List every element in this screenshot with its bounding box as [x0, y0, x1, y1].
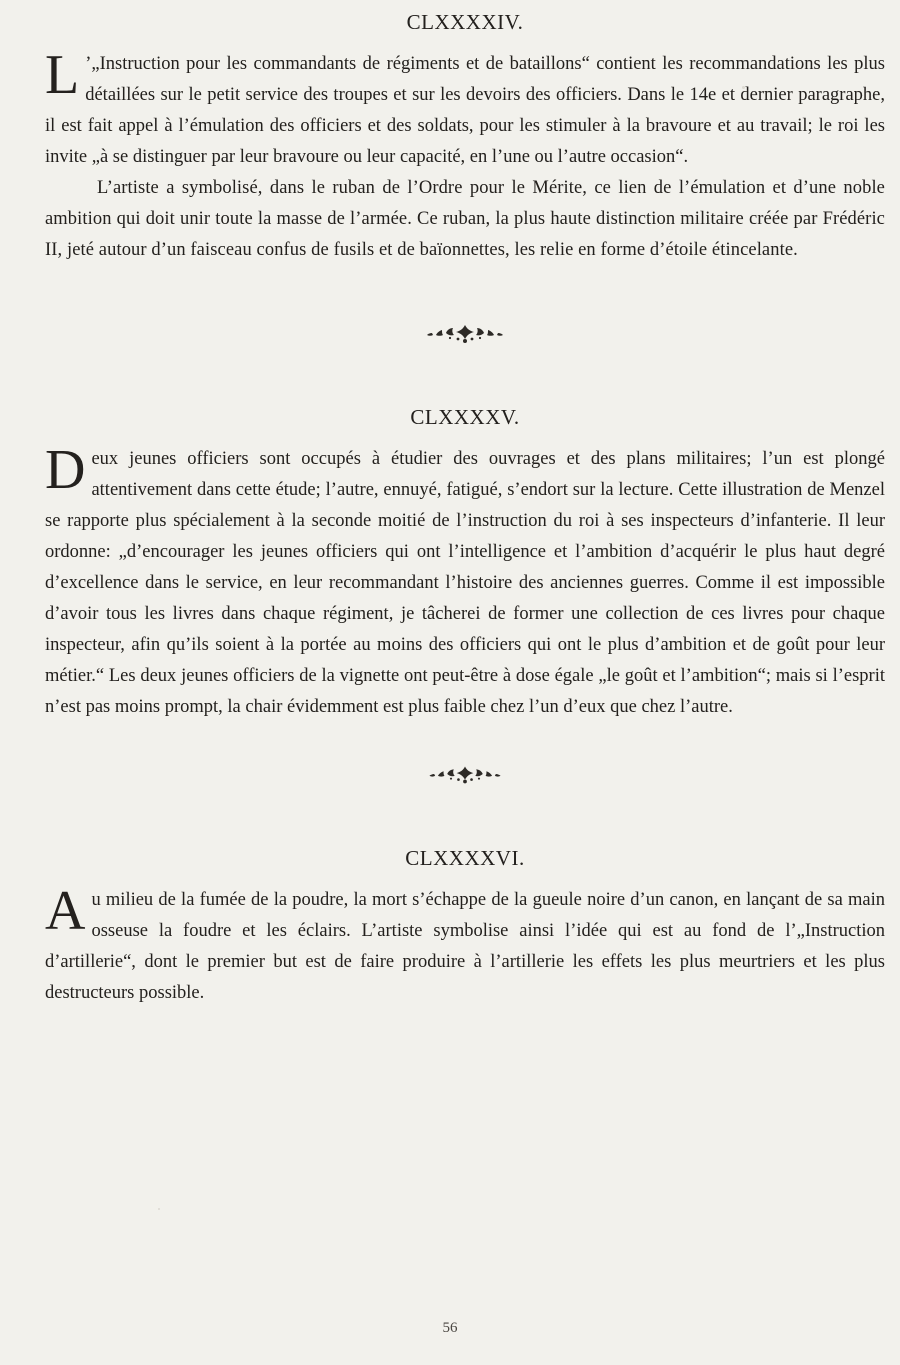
section-number: CLXXXXV.	[410, 405, 520, 429]
paragraph-text: ’„Instruction pour les commandants de régiments et de bataillons“ contient les recommandations les plus détaillées sur le petit service des troupes et sur les devoirs des officiers. Dans le 14e et dernier paragraphe, il est fait appel à l’émulation des officiers et des soldats, pour les stimuler à la bravoure et au travail; le roi les invite „à se distinguer par leur bravoure ou leur capacité, en l’une ou l’autre occasion“.	[45, 54, 885, 167]
paragraph-text: L’artiste a symbolisé, dans le ruban de l’Ordre pour le Mérite, ce lien de l’émulation et d’une noble ambition qui doit unir toute la masse de l’armée. Ce ruban, la plus haute distinction militaire créée par Frédéric II, jeté autour d’un faisceau confus de fusils et de baïonnettes, les relie en forme d’étoile étincelante.	[45, 178, 885, 260]
paragraph-text: eux jeunes officiers sont occupés à étudier des ouvrages et des plans militaires; l’un est plongé attentivement dans cette étude; l’autre, ennuyé, fatigué, s’endort sur la lecture. Cette illustration de Menzel se rapporte plus spécialement à la seconde moitié de l’instruction du roi à ses inspecteurs d’infanterie. Il leur ordonne: „d’encourager les jeunes officiers qui ont l’intelligence et l’ambition d’acquérir le plus haut degré d’excellence dans le service, en leur recommandant l’histoire des anciennes guerres. Comme il est impossible d’avoir tous les livres dans chaque régiment, je tâcherei de former une collection de ces livres pour chaque inspecteur, afin qu’ils soient à la portée au moins des officiers qui ont le plus d’ambition et de goût pour leur métier.“ Les deux jeunes officiers de la vignette ont peut-être à dose égale „le goût et l’ambition“; mais si l’esprit n’est pas moins prompt, la chair évidemment est plus faible chez l’un d’eux que chez l’autre.	[45, 449, 885, 717]
spacer	[45, 266, 885, 322]
page-number: 56	[442, 1320, 458, 1336]
paragraph-text: u milieu de la fumée de la poudre, la mort s’échappe de la gueule noire d’un canon, en lançant de sa main osseuse la foudre et les éclairs. L’artiste symbolise ainsi l’idée qui est au fond de l’„Instruction d’artillerie“, dont le premier but est de faire produire à l’artillerie les effets les plus meurtriers et les plus destructeurs possible.	[45, 890, 885, 1003]
spacer	[45, 723, 885, 763]
page-content	[45, 10, 885, 1009]
paragraph-with-dropcap	[45, 44, 885, 173]
section-number: CLXXXXVI.	[405, 846, 525, 870]
drop-cap: L	[45, 44, 80, 106]
spacer	[45, 790, 885, 846]
section-number: CLXXXXIV.	[406, 10, 524, 34]
drop-cap: D	[45, 439, 86, 501]
paragraph-with-dropcap	[45, 880, 885, 1009]
paragraph-with-dropcap	[45, 439, 885, 723]
section-clxxxxvi	[45, 846, 885, 1009]
section-clxxxxiv	[45, 10, 885, 266]
paper-speck	[158, 1208, 160, 1210]
spacer	[45, 349, 885, 405]
floral-ornament-icon	[45, 322, 885, 349]
section-clxxxxv	[45, 405, 885, 723]
drop-cap: A	[45, 880, 86, 942]
floral-ornament-icon	[45, 763, 885, 790]
